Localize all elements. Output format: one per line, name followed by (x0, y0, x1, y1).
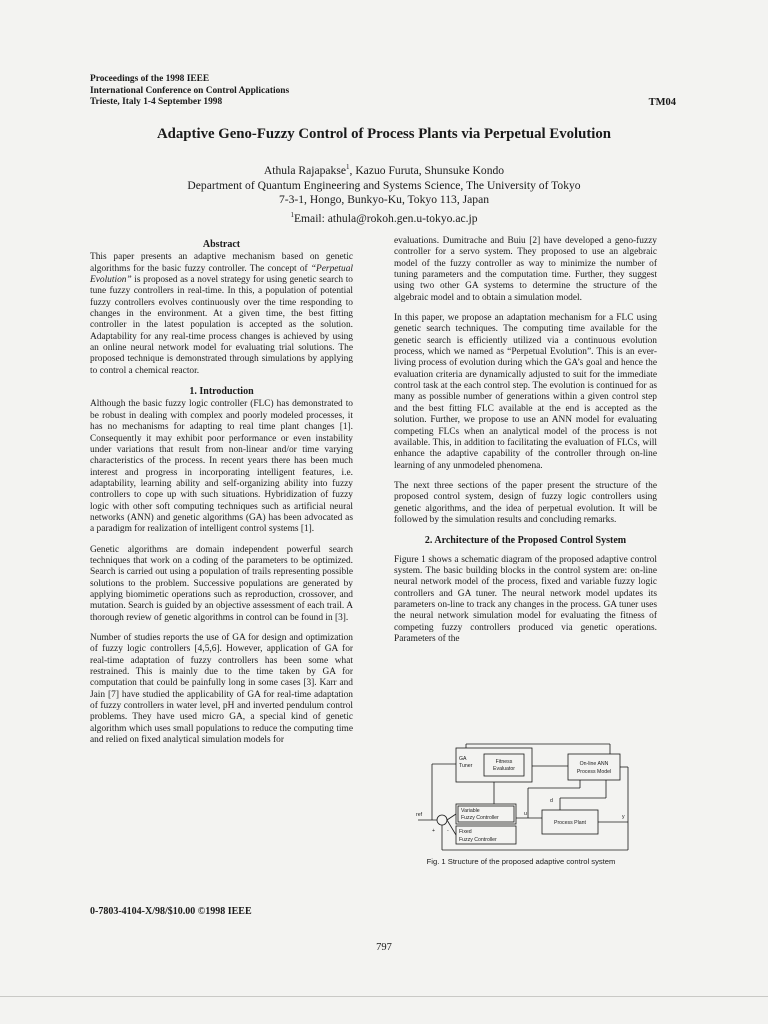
plant-label: Process Plant (553, 820, 587, 826)
ann-label-2: Process Model (576, 769, 612, 775)
figure-1-diagram (410, 740, 640, 856)
author-email (0, 208, 768, 227)
right-column (394, 236, 657, 654)
abstract-heading: Abstract (202, 239, 241, 250)
intro-paragraph-3: Number of studies reports the use of GA for design and optimization of fuzzy logic controllers [4,5,6]. However, application of GA for real-time adaptation of fuzzy controllers has been some what restrained. This is mainly due to the time taken by GA for computation that could be painfully long in some cases [3]. Karr and Jain [7] have studied the applicability of GA for real-time adaptation of fuzzy controllers in water level, pH and inverted pendulum control problems. They have used micro GA, a special kind of genetic algorithm which uses small populations to reduce the computing time and relied on fixed analytical simulation models for (90, 633, 353, 746)
page-number: 797 (376, 942, 392, 953)
abstract-post: is proposed as a novel strategy for using genetic search to tune fuzzy controllers in real-time. In this, a population of potential fuzzy controllers evolves continuously over the time responding to changes in the environment. At a given time, the best fitting controller in the latest population is accepted as the solution. Adaptability for any real-time process changes is achieved by using an online neural network model for evaluating trial solutions. The proposed technique is demonstrated through simulations by applying to control a chemical reactor. (90, 275, 353, 376)
affiliation-marker: 1 (346, 163, 350, 171)
author-names (0, 160, 768, 179)
fixed-label-2: Fuzzy Controller (459, 837, 497, 843)
variable-controller-box (456, 804, 516, 824)
intro-paragraph-5: In this paper, we propose an adaptation mechanism for a FLC using genetic search techniques. The computing time available for the genetic search is efficiently utilized via a continuous evolution process, which we named as “Perpetual Evolution”. This is an ever-living process of evolution during which the GA’s goal and hence the evaluation criteria are dynamically adjusted to suit for the immediate control task at the each control step. The evolution is continued for as many as possible number of generations within a given control step and the best fitting FLC available at the end is accepted as the solution. Further, we propose to use an ANN model for evaluating competing FLCs when an analytical model of the process is not available. This, in addition to facilitating the evaluation of FLCs, will enhance the adaptive capability of the controller through on-line learning of any unmodeled phenomena. (394, 313, 657, 471)
error-to-variable (447, 814, 456, 820)
section-2-heading: 2. Architecture of the Proposed Control System (424, 535, 627, 547)
abstract-emphasis: “Perpetual Evolution” (90, 263, 353, 286)
other-authors: , Kazuo Furuta, Shunsuke Kondo (349, 163, 505, 177)
author-address: 7-3-1, Hongo, Bunkyo-Ku, Tokyo 113, Japan (278, 193, 490, 207)
author-block (0, 160, 768, 227)
section-2-paragraph-1: Figure 1 shows a schematic diagram of the proposed adaptive control system. The basic building blocks in the control system are: on-line neural network model of the process, fixed and variable fuzzy logic controllers and GA tuner. The neural network model updates its parameters on-line to track any changes in the process. GA tuner uses the neural network simulation model for evaluating the fitness of competing fuzzy controllers produced via genetic operations. Parameters of the (394, 554, 657, 644)
proceedings-line-2: International Conference on Control Applications (90, 85, 290, 96)
scan-edge-line (0, 996, 768, 997)
figure-1-caption: Fig. 1 Structure of the proposed adaptive control system (426, 857, 616, 866)
intro-paragraph-1: Although the basic fuzzy logic controller (FLC) has demonstrated to be robust in dealing with complex and poorly modeled processes, it has no mechanisms for adapting to real time plant changes [1]. Consequently it may exhibit poor performance or even instability under variations that result from non-linear and/or time varying characteristics of the process. In recent years there has been much interest and progress in incorporating intelligent features, i.e. adaptability, learning ability and self-organizing ability into fuzzy controllers to cope up with such situations. Hybridization of fuzzy logic with other soft computing techniques such as artificial neural networks (ANN) and genetic algorithms (GA) has been advocated as a paradigm for realization of intelligent control systems [1]. (90, 399, 353, 535)
left-column (90, 239, 353, 755)
paper-id: TM04 (648, 97, 676, 108)
variable-label-1: Variable (461, 808, 480, 814)
ann-model-box (568, 754, 620, 780)
ga-label-2: Tuner (459, 763, 473, 769)
proceedings-line-3: Trieste, Italy 1-4 September 1998 (90, 97, 223, 108)
abstract-text (90, 252, 353, 377)
minus-label: - (447, 828, 449, 834)
fitness-label-2: Evaluator (493, 766, 515, 772)
intro-heading: 1. Introduction (189, 386, 254, 398)
d-label: d (550, 798, 553, 804)
proceedings-line-1: Proceedings of the 1998 IEEE (90, 74, 210, 84)
intro-paragraph-4: evaluations. Dumitrache and Buiu [2] have developed a geno-fuzzy controller for a servo system. They proposed to use an algebraic model of the fuzzy controller as way to minimize the number of tuning parameters and the computation time. Further, they suggest using two other GA systems to determine the structure of the algebraic model and to obtain a simulation model. (394, 236, 657, 303)
paper-title: Adaptive Geno-Fuzzy Control of Process Plants via Perpetual Evolution (156, 126, 612, 142)
email-marker: 1 (290, 211, 294, 220)
variable-label-2: Fuzzy Controller (461, 815, 499, 821)
author-department: Department of Quantum Engineering and Systems Science, The University of Tokyo (187, 178, 581, 192)
u-label: u (524, 811, 527, 817)
plus-label: + (432, 828, 436, 834)
abstract-pre: This paper presents an adaptive mechanism based on genetic algorithms for the basic fuzzy controller. The concept of (90, 252, 353, 274)
fitness-label-1: Fitness (495, 759, 513, 765)
email-text: Email: athula@rokoh.gen.u-tokyo.ac.jp (293, 212, 478, 226)
ann-label-1: On-line ANN (579, 761, 609, 767)
y-label: y (622, 814, 625, 820)
ref-label: ref (416, 812, 423, 818)
intro-paragraph-2: Genetic algorithms are domain independent powerful search techniques that work on a coding of the parameters to be optimized. Search is carried out using a population of trails representing possible solutions to the problem. Successive populations are generated by applying biomimetic operations such as reproduction, crossover, and mutation. Search is guided by an objective assessment of each trail. A thorough review of genetic algorithms in control can be found in [3]. (90, 544, 353, 623)
copyright-notice: 0-7803-4104-X/98/$10.00 ©1998 IEEE (90, 906, 252, 917)
summing-junction (437, 815, 447, 825)
fixed-label-1: Fixed (459, 829, 472, 835)
intro-paragraph-6: The next three sections of the paper present the structure of the proposed control system, design of fuzzy logic controllers using genetic algorithms, and the idea of perpetual evolution. It will be followed by the simulation results and concluding remarks. (394, 480, 657, 525)
proceedings-header (90, 74, 289, 109)
first-author: Athula Rajapakse (263, 163, 347, 177)
fitness-evaluator-box (484, 754, 524, 776)
ga-label-1: GA (459, 756, 467, 762)
